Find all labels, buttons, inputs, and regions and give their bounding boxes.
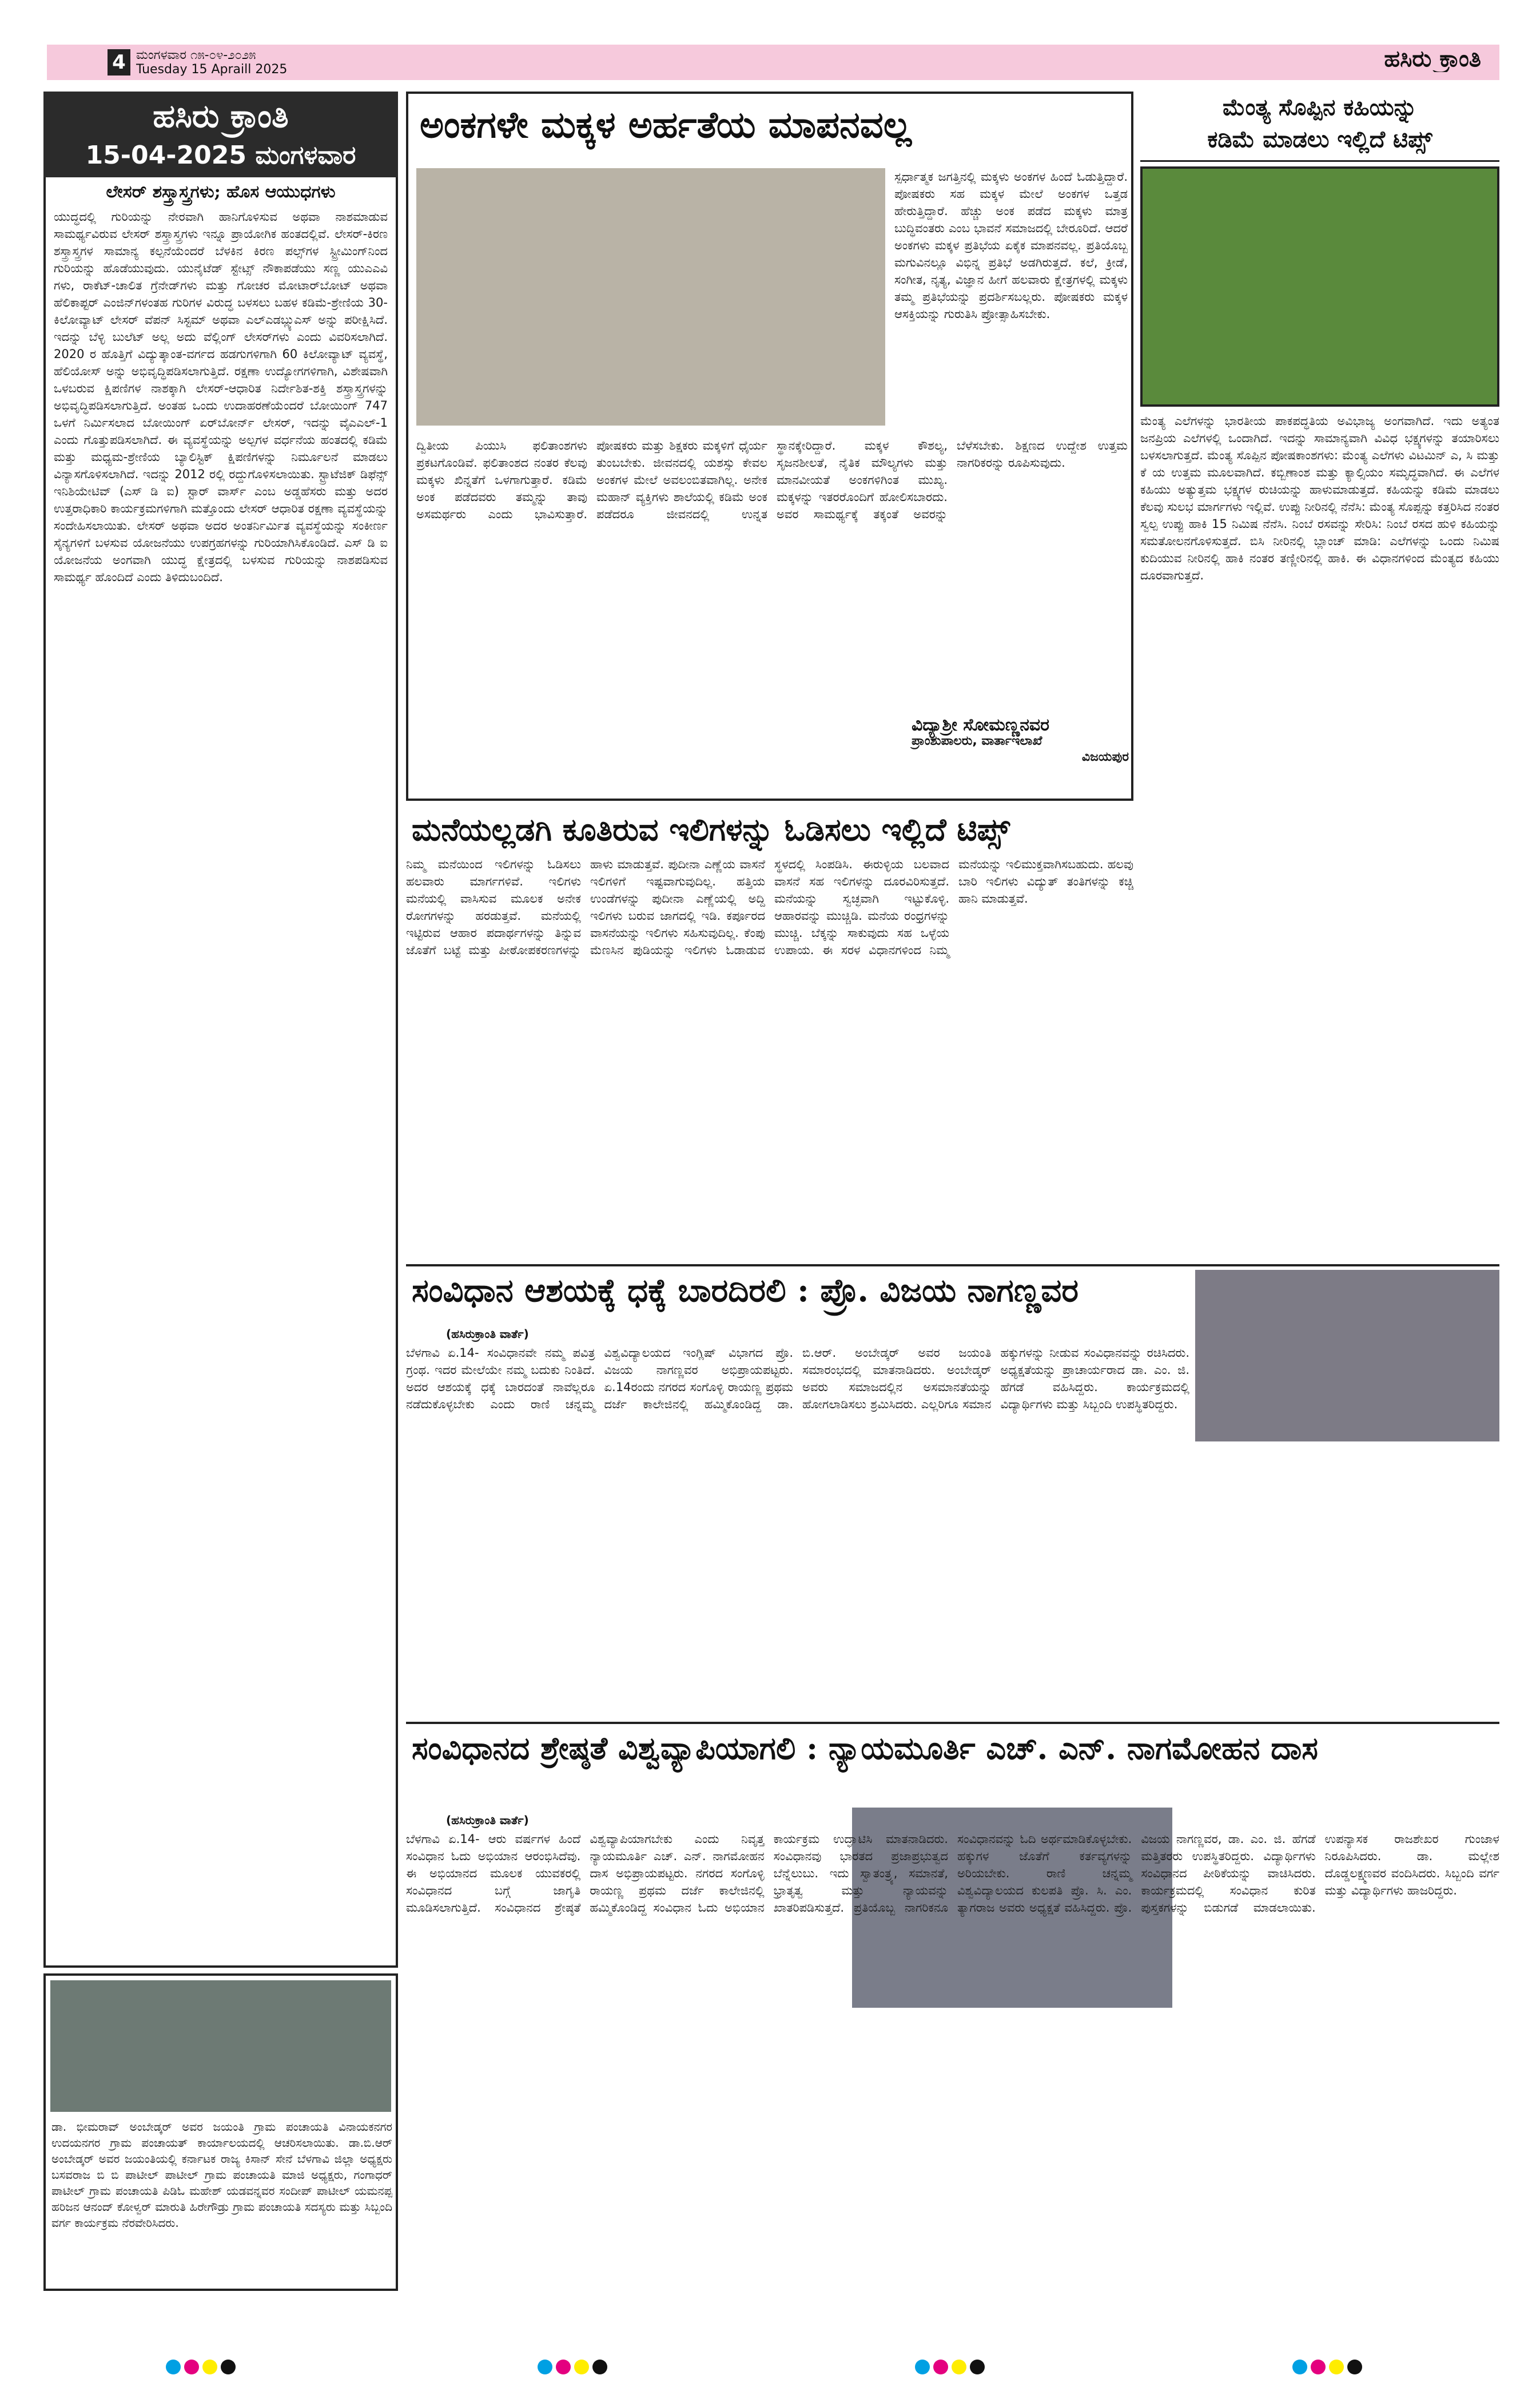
rats-body: ನಿಮ್ಮ ಮನೆಯಿಂದ ಇಲಿಗಳನ್ನು ಓಡಿಸಲು ಹಲವಾರು ಮಾರ್ಗಗಳಿವೆ. ಇಲಿಗಳು ಮನೆಯಲ್ಲಿ ವಾಸಿಸುವ ಮೂಲಕ ಅನೇಕ ರೋಗಗಳನ್ನು ಹರಡುತ್ತವೆ. ಮನೆಯಲ್ಲಿ ಇಟ್ಟಿರುವ ಆಹಾರ ಪದಾರ್ಥಗಳನ್ನು ತಿನ್ನುವ ಜೊತೆಗೆ ಬಟ್ಟೆ ಮತ್ತು ಪೀಠೋಪಕರಣಗಳನ್ನು ಹಾಳು ಮಾಡುತ್ತವೆ. ಪುದೀನಾ ಎಣ್ಣೆಯ ವಾಸನೆ ಇಲಿಗಳಿಗೆ ಇಷ್ಟವಾಗುವುದಿಲ್ಲ. ಹತ್ತಿಯ ಉಂಡೆಗಳನ್ನು ಪುದೀನಾ ಎಣ್ಣೆಯಲ್ಲಿ ಅದ್ದಿ ಇಲಿಗಳು ಬರುವ ಜಾಗದಲ್ಲಿ ಇಡಿ. ಕರ್ಪೂರದ ವಾಸನೆಯನ್ನು ಇಲಿಗಳು ಸಹಿಸುವುದಿಲ್ಲ. ಕೆಂಪು ಮೆಣಸಿನ ಪುಡಿಯನ್ನು ಇಲಿಗಳು ಓಡಾಡುವ ಸ್ಥಳದಲ್ಲಿ ಸಿಂಪಡಿಸಿ. ಈರುಳ್ಳಿಯ ಬಲವಾದ ವಾಸನೆ ಸಹ ಇಲಿಗಳನ್ನು ದೂರವಿರಿಸುತ್ತದೆ. ಮನೆಯನ್ನು ಸ್ವಚ್ಛವಾಗಿ ಇಟ್ಟುಕೊಳ್ಳಿ. ಆಹಾರವನ್ನು ಮುಚ್ಚಿಡಿ. ಮನೆಯ ರಂಧ್ರಗಳನ್ನು ಮುಚ್ಚಿ. ಬೆಕ್ಕನ್ನು ಸಾಕುವುದು ಸಹ ಒಳ್ಳೆಯ ಉಪಾಯ. ಈ ಸರಳ ವಿಧಾನಗಳಿಂದ ನಿಮ್ಮ ಮನೆಯನ್ನು ಇಲಿಮುಕ್ತವಾಗಿಸಬಹುದು. ಹಲವು ಬಾರಿ ಇಲಿಗಳು ವಿದ್ಯುತ್ ತಂತಿಗಳನ್ನು ಕಚ್ಚಿ ಹಾನಿ ಮಾಡುತ್ತವೆ. bbox=[406, 857, 1133, 957]
header-brand: ಹಸಿರು ಕ್ರಾಂತಿ bbox=[1384, 46, 1481, 72]
register-marks-3 bbox=[915, 2360, 988, 2377]
jayanti-photo bbox=[50, 1980, 391, 2112]
constitution2-title: ಸಂವಿಧಾನದ ಶ್ರೇಷ್ಠತೆ ವಿಶ್ವವ್ಯಾಪಿಯಾಗಲಿ : ನ್ಯಾಯಮೂರ್ತಿ ಎಚ್. ಎನ್. ನಾಗಮೋಹನ ದಾಸ bbox=[412, 1730, 1318, 1766]
register-marks-1 bbox=[166, 2360, 239, 2377]
fenugreek-photo bbox=[1140, 166, 1499, 407]
register-dot-cyan bbox=[1292, 2360, 1307, 2374]
marks-col-right: ಸ್ಪರ್ಧಾತ್ಮಕ ಜಗತ್ತಿನಲ್ಲಿ ಮಕ್ಕಳು ಅಂಕಗಳ ಹಿಂದೆ ಓಡುತ್ತಿದ್ದಾರೆ. ಪೋಷಕರು ಸಹ ಮಕ್ಕಳ ಮೇಲೆ ಅಂಕಗಳ ಒತ್ತಡ ಹೇರುತ್ತಿದ್ದಾರೆ. ಹೆಚ್ಚು ಅಂಕ ಪಡೆದ ಮಕ್ಕಳು ಮಾತ್ರ ಬುದ್ಧಿವಂತರು ಎಂಬ ಭಾವನೆ ಸಮಾಜದಲ್ಲಿ ಬೇರೂರಿದೆ. ಆದರೆ ಅಂಕಗಳು ಮಕ್ಕಳ ಪ್ರತಿಭೆಯ ಏಕೈಕ ಮಾಪನವಲ್ಲ. ಪ್ರತಿಯೊಬ್ಬ ಮಗುವಿನಲ್ಲೂ ವಿಭಿನ್ನ ಪ್ರತಿಭೆ ಅಡಗಿರುತ್ತದೆ. ಕಲೆ, ಕ್ರೀಡೆ, ಸಂಗೀತ, ನೃತ್ಯ, ವಿಜ್ಞಾನ ಹೀಗೆ ಹಲವಾರು ಕ್ಷೇತ್ರಗಳಲ್ಲಿ ಮಕ್ಕಳು ತಮ್ಮ ಪ್ರತಿಭೆಯನ್ನು ಪ್ರದರ್ಶಿಸಬಲ್ಲರು. ಪೋಷಕರು ಮಕ್ಕಳ ಆಸಕ್ತಿಯನ್ನು ಗುರುತಿಸಿ ಪ್ರೋತ್ಸಾಹಿಸಬೇಕು. bbox=[894, 170, 1128, 321]
register-dot-black bbox=[970, 2360, 985, 2374]
header-date-kannada: ಮಂಗಳವಾರ ೧೫-೦೪-೨೦೨೫ bbox=[136, 48, 256, 62]
fenugreek-divider bbox=[1140, 160, 1499, 162]
rats-article bbox=[406, 807, 1133, 1256]
header-date bbox=[136, 48, 287, 77]
register-dot-cyan bbox=[538, 2360, 552, 2374]
marks-body: ದ್ವಿತೀಯ ಪಿಯುಸಿ ಫಲಿತಾಂಶಗಳು ಪ್ರಕಟಗೊಂಡಿವೆ. ಫಲಿತಾಂಶದ ನಂತರ ಕೆಲವು ಮಕ್ಕಳು ಖಿನ್ನತೆಗೆ ಒಳಗಾಗುತ್ತಾರೆ. ಕಡಿಮೆ ಅಂಕ ಪಡೆದವರು ತಮ್ಮನ್ನು ತಾವು ಅಸಮರ್ಥರು ಎಂದು ಭಾವಿಸುತ್ತಾರೆ. ಪೋಷಕರು ಮತ್ತು ಶಿಕ್ಷಕರು ಮಕ್ಕಳಿಗೆ ಧೈರ್ಯ ತುಂಬಬೇಕು. ಜೀವನದಲ್ಲಿ ಯಶಸ್ಸು ಕೇವಲ ಅಂಕಗಳ ಮೇಲೆ ಅವಲಂಬಿತವಾಗಿಲ್ಲ. ಅನೇಕ ಮಹಾನ್ ವ್ಯಕ್ತಿಗಳು ಶಾಲೆಯಲ್ಲಿ ಕಡಿಮೆ ಅಂಕ ಪಡೆದರೂ ಜೀವನದಲ್ಲಿ ಉನ್ನತ ಸ್ಥಾನಕ್ಕೇರಿದ್ದಾರೆ. ಮಕ್ಕಳ ಕೌಶಲ್ಯ, ಸೃಜನಶೀಲತೆ, ನೈತಿಕ ಮೌಲ್ಯಗಳು ಮತ್ತು ಮಾನವೀಯತೆ ಅಂಕಗಳಿಗಿಂತ ಮುಖ್ಯ. ಮಕ್ಕಳನ್ನು ಇತರರೊಂದಿಗೆ ಹೋಲಿಸಬಾರದು. ಅವರ ಸಾಮರ್ಥ್ಯಕ್ಕೆ ತಕ್ಕಂತೆ ಅವರನ್ನು ಬೆಳೆಸಬೇಕು. ಶಿಕ್ಷಣದ ಉದ್ದೇಶ ಉತ್ತಮ ನಾಗರಿಕರನ್ನು ರೂಪಿಸುವುದು. bbox=[416, 439, 1128, 521]
register-dot-magenta bbox=[184, 2360, 199, 2374]
constitution2-dateline: (ಹಸಿರುಕ್ರಾಂತಿ ವಾರ್ತೆ) bbox=[446, 1813, 529, 1827]
masthead bbox=[43, 92, 398, 177]
constitution1-dateline: (ಹಸಿರುಕ್ರಾಂತಿ ವಾರ್ತೆ) bbox=[446, 1327, 529, 1341]
laser-title: ಲೇಸರ್ ಶಸ್ತ್ರಾಸ್ತ್ರಗಳು; ಹೊಸ ಆಯುಧಗಳು bbox=[106, 182, 336, 202]
marks-title: ಅಂಕಗಳೇ ಮಕ್ಕಳ ಅರ್ಹತೆಯ ಮಾಪನವಲ್ಲ bbox=[420, 104, 912, 146]
marks-author-name: ವಿದ್ಯಾಶ್ರೀ ಸೋಮಣ್ಣನವರ bbox=[912, 715, 1050, 735]
masthead-date: 15-04-2025 ಮಂಗಳವಾರ bbox=[85, 141, 356, 170]
jayanti-box bbox=[43, 1973, 398, 2291]
marks-author-place: ವಿಜಯಪುರ bbox=[1081, 750, 1129, 764]
rats-title: ಮನೆಯಲ್ಲಡಗಿ ಕೂತಿರುವ ಇಲಿಗಳನ್ನು ಓಡಿಸಲು ಇಲ್ಲಿದೆ ಟಿಪ್ಸ್ bbox=[412, 811, 1010, 848]
register-dot-magenta bbox=[556, 2360, 571, 2374]
page-number: 4 bbox=[108, 49, 130, 76]
fenugreek-title-line1: ಮೆಂತ್ಯ ಸೊಪ್ಪಿನ ಕಹಿಯನ್ನು bbox=[1223, 94, 1417, 121]
laser-body: ಯುದ್ಧದಲ್ಲಿ ಗುರಿಯನ್ನು ನೇರವಾಗಿ ಹಾನಿಗೊಳಿಸುವ ಅಥವಾ ನಾಶಮಾಡುವ ಸಾಮರ್ಥ್ಯವಿರುವ ಲೇಸರ್ ಶಸ್ತ್ರಾಸ್ತ್ರಗಳು ಇನ್ನೂ ಪ್ರಾಯೋಗಿಕ ಹಂತದಲ್ಲಿವೆ. ಲೇಸರ್-ಕಿರಣ ಶಸ್ತ್ರಾಸ್ತ್ರಗಳ ಸಾಮಾನ್ಯ ಕಲ್ಪನೆಯೆಂದರೆ ಬೆಳಕಿನ ಕಿರಣ ಪಲ್ಸ್‌ಗಳ ಸ್ಟ್ರೀಮಿಂಗ್‌ನಿಂದ ಗುರಿಯನ್ನು ಹೊಡೆಯುವುದು. ಯುನೈಟೆಡ್ ಸ್ಟೇಟ್ಸ್ ನೌಕಾಪಡೆಯು ಸಣ್ಣ ಯುಎಎವಿ ಗಳು, ರಾಕೆಟ್-ಚಾಲಿತ ಗ್ರೆನೇಡ್‌ಗಳು ಮತ್ತು ಗೋಚರ ಮೋಟಾರ್‌ಬೋಟ್ ಅಥವಾ ಹೆಲಿಕಾಪ್ಟರ್ ಎಂಜಿನ್‌ಗಳಂತಹ ಗುರಿಗಳ ವಿರುದ್ಧ ಬಳಸಲು ಬಹಳ ಕಡಿಮೆ-ಶ್ರೇಣಿಯ 30-ಕಿಲೋವ್ಯಾಟ್ ಲೇಸರ್ ವೆಪನ್ ಸಿಸ್ಟಮ್ ಅಥವಾ ಎಲ್‌ಎಡಬ್ಲ್ಯುಎಸ್ ಅನ್ನು ಪರೀಕ್ಷಿಸಿದೆ. ಇದನ್ನು ಬೆಳ್ಳಿ ಬುಲೆಟ್‌ ಅಲ್ಲ ಅದು ವೆಲ್ಲಿಂಗ್ ಲೇಸರ್‌ಗಳು ಎಂದು ವಿವರಿಸಲಾಗಿದೆ. 2020 ರ ಹೊತ್ತಿಗೆ ವಿದ್ಯುತ್ಕಾಂತ-ವರ್ಗದ ಹಡಗುಗಳಿಗಾಗಿ 60 ಕಿಲೋವ್ಯಾಟ್ ವ್ಯವಸ್ಥೆ, ಹೆಲಿಯೋಸ್ ಅನ್ನು ಅಭಿವೃದ್ಧಿಪಡಿಸಲಾಗುತ್ತಿದೆ. ರಕ್ಷಣಾ ಉದ್ಯೋಗಗಳಿಗಾಗಿ, ವಿಶೇಷವಾಗಿ ಒಳಬರುವ ಕ್ಷಿಪಣಿಗಳ ನಾಶಕ್ಕಾಗಿ ಲೇಸರ್-ಆಧಾರಿತ ನಿರ್ದೇಶಿತ-ಶಕ್ತಿ ಶಸ್ತ್ರಾಸ್ತ್ರಗಳನ್ನು ಅಭಿವೃದ್ಧಿಪಡಿಸಲಾಗುತ್ತಿದೆ. ಅಂತಹ ಒಂದು ಉದಾಹರಣೆಯೆಂದರೆ ಬೋಯಿಂಗ್ 747 ಒಳಗೆ ನಿರ್ಮಿಸಲಾದ ಬೋಯಿಂಗ್ ಏರ್‌ಬೋರ್ನ್ ಲೇಸರ್, ಇದನ್ನು ವೈಎಎಲ್-1 ಎಂದು ಗೊತ್ತುಪಡಿಸಲಾಗಿದೆ. ಈ ವ್ಯವಸ್ಥೆಯನ್ನು ಅಲ್ಪಗಳ ವರ್ಧನೆಯ ಹಂತದಲ್ಲಿ ಕಡಿಮೆ ಮತ್ತು ಮಧ್ಯಮ-ಶ್ರೇಣಿಯ ಬ್ಯಾಲಿಸ್ಟಿಕ್ ಕ್ಷಿಪಣಿಗಳನ್ನು ನಿರ್ಮೂಲನೆ ಮಾಡಲು ವಿನ್ಯಾಸಗೊಳಿಸಲಾಗಿದೆ. ಇದನ್ನು 2012 ರಲ್ಲಿ ರದ್ದುಗೊಳಿಸಲಾಯಿತು. ಸ್ಟ್ರಾಟೆಜಿಕ್ ಡಿಫೆನ್ಸ್ ಇನಿಶಿಯೇಟಿವ್ (ಎಸ್ ಡಿ ಐ) ಸ್ಟಾರ್ ವಾರ್ಸ್ ಎಂಬ ಅಡ್ಡಹೆಸರು ಮತ್ತು ಅದರ ಉತ್ತರಾಧಿಕಾರಿ ಕಾರ್ಯಕ್ರಮಗಳಿಗಾಗಿ ಮತ್ತೊಂದು ಲೇಸರ್ ಆಧಾರಿತ ರಕ್ಷಣಾ ವ್ಯವಸ್ಥೆಯನ್ನು ಸಂದೇಹಿಸಲಾಯಿತು. ಲೇಸರ್ ಅಥವಾ ಅದರ ಅಂತರ್ನಿರ್ಮಿತ ವ್ಯವಸ್ಥೆಯನ್ನು ಸಂಕೀರ್ಣ ಸೈನ್ಯಗಳಿಗೆ ಬಳಸುವ ಯೋಜನೆಯು ಉಪಗ್ರಹಗಳನ್ನು ಗುರಿಯಾಗಿಸಿಕೊಂಡಿದೆ. ಎಸ್ ಡಿ ಐ ಯೋಜನೆಯ ಅಂಗವಾಗಿ ಯುದ್ಧ ಕ್ಷೇತ್ರದಲ್ಲಿ ಬಳಸುವ ಗುರಿಯನ್ನು ನಾಶಪಡಿಸುವ ಸಾಮರ್ಥ್ಯ ಹೊಂದಿದೆ ಎಂದು ತಿಳಿದುಬಂದಿದೆ. bbox=[54, 210, 388, 584]
fenugreek-body: ಮೆಂತ್ಯ ಎಲೆಗಳನ್ನು ಭಾರತೀಯ ಪಾಕಪದ್ಧತಿಯ ಅವಿಭಾಜ್ಯ ಅಂಗವಾಗಿದೆ. ಇದು ಅತ್ಯಂತ ಜನಪ್ರಿಯ ಎಲೆಗಳಲ್ಲಿ ಒಂದಾಗಿದೆ. ಇದನ್ನು ಸಾಮಾನ್ಯವಾಗಿ ವಿವಿಧ ಭಕ್ಷ್ಯಗಳನ್ನು ತಯಾರಿಸಲು ಬಳಸಲಾಗುತ್ತದೆ. ಮೆಂತ್ಯ ಸೊಪ್ಪಿನ ಪೋಷಕಾಂಶಗಳು: ಮೆಂತ್ಯ ಎಲೆಗಳು ವಿಟಮಿನ್ ಎ, ಸಿ ಮತ್ತು ಕೆ ಯ ಉತ್ತಮ ಮೂಲವಾಗಿದೆ. ಕಬ್ಬಿಣಾಂಶ ಮತ್ತು ಕ್ಯಾಲ್ಸಿಯಂ ಸಮೃದ್ಧವಾಗಿದೆ. ಈ ಎಲೆಗಳ ಕಹಿಯು ಅತ್ಯುತ್ತಮ ಭಕ್ಷ್ಯಗಳ ರುಚಿಯನ್ನು ಹಾಳುಮಾಡುತ್ತದೆ. ಕಹಿಯನ್ನು ಕಡಿಮೆ ಮಾಡಲು ಕೆಲವು ಸುಲಭ ಮಾರ್ಗಗಳು ಇಲ್ಲಿವೆ. ಉಪ್ಪು ನೀರಿನಲ್ಲಿ ನೆನೆಸಿ: ಮೆಂತ್ಯ ಸೊಪ್ಪನ್ನು ಕತ್ತರಿಸಿದ ನಂತರ ಸ್ವಲ್ಪ ಉಪ್ಪು ಹಾಕಿ 15 ನಿಮಿಷ ನೆನೆಸಿ. ನಿಂಬೆ ರಸವನ್ನು ಸೇರಿಸಿ: ನಿಂಬೆ ರಸದ ಹುಳಿ ಕಹಿಯನ್ನು ಸಮತೋಲನಗೊಳಿಸುತ್ತದೆ. ಬಿಸಿ ನೀರಿನಲ್ಲಿ ಬ್ಲಾಂಚ್ ಮಾಡಿ: ಎಲೆಗಳನ್ನು ಒಂದು ನಿಮಿಷ ಕುದಿಯುವ ನೀರಿನಲ್ಲಿ ಹಾಕಿ ನಂತರ ತಣ್ಣೀರಿನಲ್ಲಿ ಹಾಕಿ. ಈ ವಿಧಾನಗಳಿಂದ ಮೆಂತ್ಯದ ಕಹಿಯು ದೂರವಾಗುತ್ತದೆ. bbox=[1140, 414, 1499, 582]
laser-article bbox=[43, 177, 398, 1968]
jayanti-caption: ಡಾ. ಭೀಮರಾವ್ ಅಂಬೇಡ್ಕರ್ ಅವರ ಜಯಂತಿ ಗ್ರಾಮ ಪಂಚಾಯತಿ ವಿನಾಯಕನಗರ ಉದಯನಗರ ಗ್ರಾಮ ಪಂಚಾಯತ್ ಕಾರ್ಯಾಲಯದಲ್ಲಿ ಆಚರಿಸಲಾಯಿತು. ಡಾ.ಬಿ.ಆರ್ ಅಂಬೇಡ್ಕರ್ ಅವರ ಜಯಂತಿಯಲ್ಲಿ ಕರ್ನಾಟಕ ರಾಜ್ಯ ಕಿಸಾನ್ ಸೇನೆ ಬೆಳಗಾವಿ ಜಿಲ್ಲಾ ಅಧ್ಯಕ್ಷರು ಬಸವರಾಜ ಬಿ ಬಿ ಪಾಟೀಲ್ ಪಾಟೀಲ್ ಗ್ರಾಮ ಪಂಚಾಯತಿ ಮಾಜಿ ಅಧ್ಯಕ್ಷರು, ಗಂಗಾಧರ್ ಪಾಟೀಲ್ ಗ್ರಾಮ ಪಂಚಾಯತಿ ಪಿಡಿಓ ಮಹೇಶ್ ಯಡವನ್ನವರ ಸಂದೀಪ್ ಪಾಟೀಲ್ ಯಮನಪ್ಪ ಹರಿಜನ ಆನಂದ್ ಕೋಳ್ವರ್ ಮಾರುತಿ ಹಿರೇಗೌಡ್ರು ಗ್ರಾಮ ಪಂಚಾಯತಿ ಸದಸ್ಯರು ಮತ್ತು ಸಿಬ್ಬಂದಿ ವರ್ಗ ಕಾರ್ಯಕ್ರಮ ನೆರವೇರಿಸಿದರು. bbox=[51, 2120, 392, 2230]
register-dot-magenta bbox=[1311, 2360, 1326, 2374]
register-dot-magenta bbox=[933, 2360, 948, 2374]
register-dot-black bbox=[221, 2360, 236, 2374]
register-dot-cyan bbox=[166, 2360, 181, 2374]
register-dot-yellow bbox=[574, 2360, 589, 2374]
constitution1-photo bbox=[1195, 1270, 1499, 1441]
masthead-name: ಹಸಿರು ಕ್ರಾಂತಿ bbox=[153, 98, 289, 135]
header-date-english: Tuesday 15 Apraill 2025 bbox=[136, 62, 288, 77]
marks-author bbox=[912, 717, 1129, 765]
register-dot-cyan bbox=[915, 2360, 930, 2374]
constitution2-body: ಬೆಳಗಾವಿ ಏ.14- ಆರು ವರ್ಷಗಳ ಹಿಂದೆ ಸಂವಿಧಾನ ಓದು ಅಭಿಯಾನ ಆರಂಭಿಸಿದೆವು. ಈ ಅಭಿಯಾನದ ಮೂಲಕ ಯುವಕರಲ್ಲಿ ಸಂವಿಧಾನದ ಬಗ್ಗೆ ಜಾಗೃತಿ ಮೂಡಿಸಲಾಗುತ್ತಿದೆ. ಸಂವಿಧಾನದ ಶ್ರೇಷ್ಠತೆ ವಿಶ್ವವ್ಯಾಪಿಯಾಗಬೇಕು ಎಂದು ನಿವೃತ್ತ ನ್ಯಾಯಮೂರ್ತಿ ಎಚ್. ಎನ್. ನಾಗಮೋಹನ ದಾಸ ಅಭಿಪ್ರಾಯಪಟ್ಟರು. ನಗರದ ಸಂಗೊಳ್ಳಿ ರಾಯಣ್ಣ ಪ್ರಥಮ ದರ್ಜೆ ಕಾಲೇಜಿನಲ್ಲಿ ಹಮ್ಮಿಕೊಂಡಿದ್ದ ಸಂವಿಧಾನ ಓದು ಅಭಿಯಾನ ಕಾರ್ಯಕ್ರಮ ಉದ್ಘಾಟಿಸಿ ಮಾತನಾಡಿದರು. ಸಂವಿಧಾನವು ಭಾರತದ ಪ್ರಜಾಪ್ರಭುತ್ವದ ಬೆನ್ನೆಲುಬು. ಇದು ಸ್ವಾತಂತ್ರ್ಯ, ಸಮಾನತೆ, ಭ್ರಾತೃತ್ವ ಮತ್ತು ನ್ಯಾಯವನ್ನು ಖಾತರಿಪಡಿಸುತ್ತದೆ. ಪ್ರತಿಯೊಬ್ಬ ನಾಗರಿಕನೂ ಸಂವಿಧಾನವನ್ನು ಓದಿ ಅರ್ಥಮಾಡಿಕೊಳ್ಳಬೇಕು. ಹಕ್ಕುಗಳ ಜೊತೆಗೆ ಕರ್ತವ್ಯಗಳನ್ನು ಅರಿಯಬೇಕು. ರಾಣಿ ಚನ್ನಮ್ಮ ವಿಶ್ವವಿದ್ಯಾಲಯದ ಕುಲಪತಿ ಪ್ರೊ. ಸಿ. ಎಂ. ತ್ಯಾಗರಾಜ ಅವರು ಅಧ್ಯಕ್ಷತೆ ವಹಿಸಿದ್ದರು. ಪ್ರೊ. ವಿಜಯ ನಾಗಣ್ಣವರ, ಡಾ. ಎಂ. ಜಿ. ಹೆಗಡೆ ಮತ್ತಿತರರು ಉಪಸ್ಥಿತರಿದ್ದರು. ವಿದ್ಯಾರ್ಥಿಗಳು ಸಂವಿಧಾನದ ಪೀಠಿಕೆಯನ್ನು ವಾಚಿಸಿದರು. ಕಾರ್ಯಕ್ರಮದಲ್ಲಿ ಸಂವಿಧಾನ ಕುರಿತ ಪುಸ್ತಕಗಳನ್ನು ಬಿಡುಗಡೆ ಮಾಡಲಾಯಿತು. ಉಪನ್ಯಾಸಕ ರಾಜಶೇಖರ ಗುಂಜಾಳ ನಿರೂಪಿಸಿದರು. ಡಾ. ಮಲ್ಲೇಶ ದೊಡ್ಡಲಕ್ಷ್ಮಣವರ ವಂದಿಸಿದರು. ಸಿಬ್ಬಂದಿ ವರ್ಗ ಮತ್ತು ವಿದ್ಯಾರ್ಥಿಗಳು ಹಾಜರಿದ್ದರು. bbox=[406, 1832, 1499, 1915]
constitution1-body: ಬೆಳಗಾವಿ ಏ.14- ಸಂವಿಧಾನವೇ ನಮ್ಮ ಪವಿತ್ರ ಗ್ರಂಥ. ಇದರ ಮೇಲೆಯೇ ನಮ್ಮ ಬದುಕು ನಿಂತಿದೆ. ಅದರ ಆಶಯಕ್ಕೆ ಧಕ್ಕೆ ಬಾರದಂತೆ ನಾವೆಲ್ಲರೂ ನಡೆದುಕೊಳ್ಳಬೇಕು ಎಂದು ರಾಣಿ ಚನ್ನಮ್ಮ ವಿಶ್ವವಿದ್ಯಾಲಯದ ಇಂಗ್ಲಿಷ್ ವಿಭಾಗದ ಪ್ರೊ. ವಿಜಯ ನಾಗಣ್ಣವರ ಅಭಿಪ್ರಾಯಪಟ್ಟರು. ಏ.14ರಂದು ನಗರದ ಸಂಗೊಳ್ಳಿ ರಾಯಣ್ಣ ಪ್ರಥಮ ದರ್ಜೆ ಕಾಲೇಜಿನಲ್ಲಿ ಹಮ್ಮಿಕೊಂಡಿದ್ದ ಡಾ. ಬಿ.ಆರ್. ಅಂಬೇಡ್ಕರ್ ಅವರ ಜಯಂತಿ ಸಮಾರಂಭದಲ್ಲಿ ಮಾತನಾಡಿದರು. ಅಂಬೇಡ್ಕರ್ ಅವರು ಸಮಾಜದಲ್ಲಿನ ಅಸಮಾನತೆಯನ್ನು ಹೋಗಲಾಡಿಸಲು ಶ್ರಮಿಸಿದರು. ಎಲ್ಲರಿಗೂ ಸಮಾನ ಹಕ್ಕುಗಳನ್ನು ನೀಡುವ ಸಂವಿಧಾನವನ್ನು ರಚಿಸಿದರು. ಅಧ್ಯಕ್ಷತೆಯನ್ನು ಪ್ರಾಚಾರ್ಯರಾದ ಡಾ. ಎಂ. ಜಿ. ಹೆಗಡೆ ವಹಿಸಿದ್ದರು. ಕಾರ್ಯಕ್ರಮದಲ್ಲಿ ವಿದ್ಯಾರ್ಥಿಗಳು ಮತ್ತು ಸಿಬ್ಬಂದಿ ಉಪಸ್ಥಿತರಿದ್ದರು. bbox=[406, 1346, 1189, 1411]
register-dot-yellow bbox=[202, 2360, 217, 2374]
register-dot-yellow bbox=[1329, 2360, 1344, 2374]
register-marks-2 bbox=[538, 2360, 611, 2377]
register-dot-yellow bbox=[952, 2360, 966, 2374]
marks-author-role: ಪ್ರಾಂಶುಪಾಲರು, ವಾರ್ತಾಇಲಾಖೆ bbox=[912, 734, 1042, 748]
constitution1-title: ಸಂವಿಧಾನ ಆಶಯಕ್ಕೆ ಧಕ್ಕೆ ಬಾರದಿರಲಿ : ಪ್ರೊ. ವಿಜಯ ನಾಗಣ್ಣವರ bbox=[412, 1272, 1079, 1309]
register-dot-black bbox=[592, 2360, 607, 2374]
constitution2-article bbox=[406, 1722, 1499, 2291]
register-marks-4 bbox=[1292, 2360, 1366, 2377]
register-dot-black bbox=[1347, 2360, 1362, 2374]
constitution1-article bbox=[406, 1264, 1499, 1716]
marks-article bbox=[406, 92, 1133, 801]
marks-photo bbox=[416, 168, 885, 426]
fenugreek-title-line2: ಕಡಿಮೆ ಮಾಡಲು ಇಲ್ಲಿದೆ ಟಿಪ್ಸ್ bbox=[1207, 126, 1432, 153]
fenugreek-article bbox=[1140, 92, 1499, 1256]
